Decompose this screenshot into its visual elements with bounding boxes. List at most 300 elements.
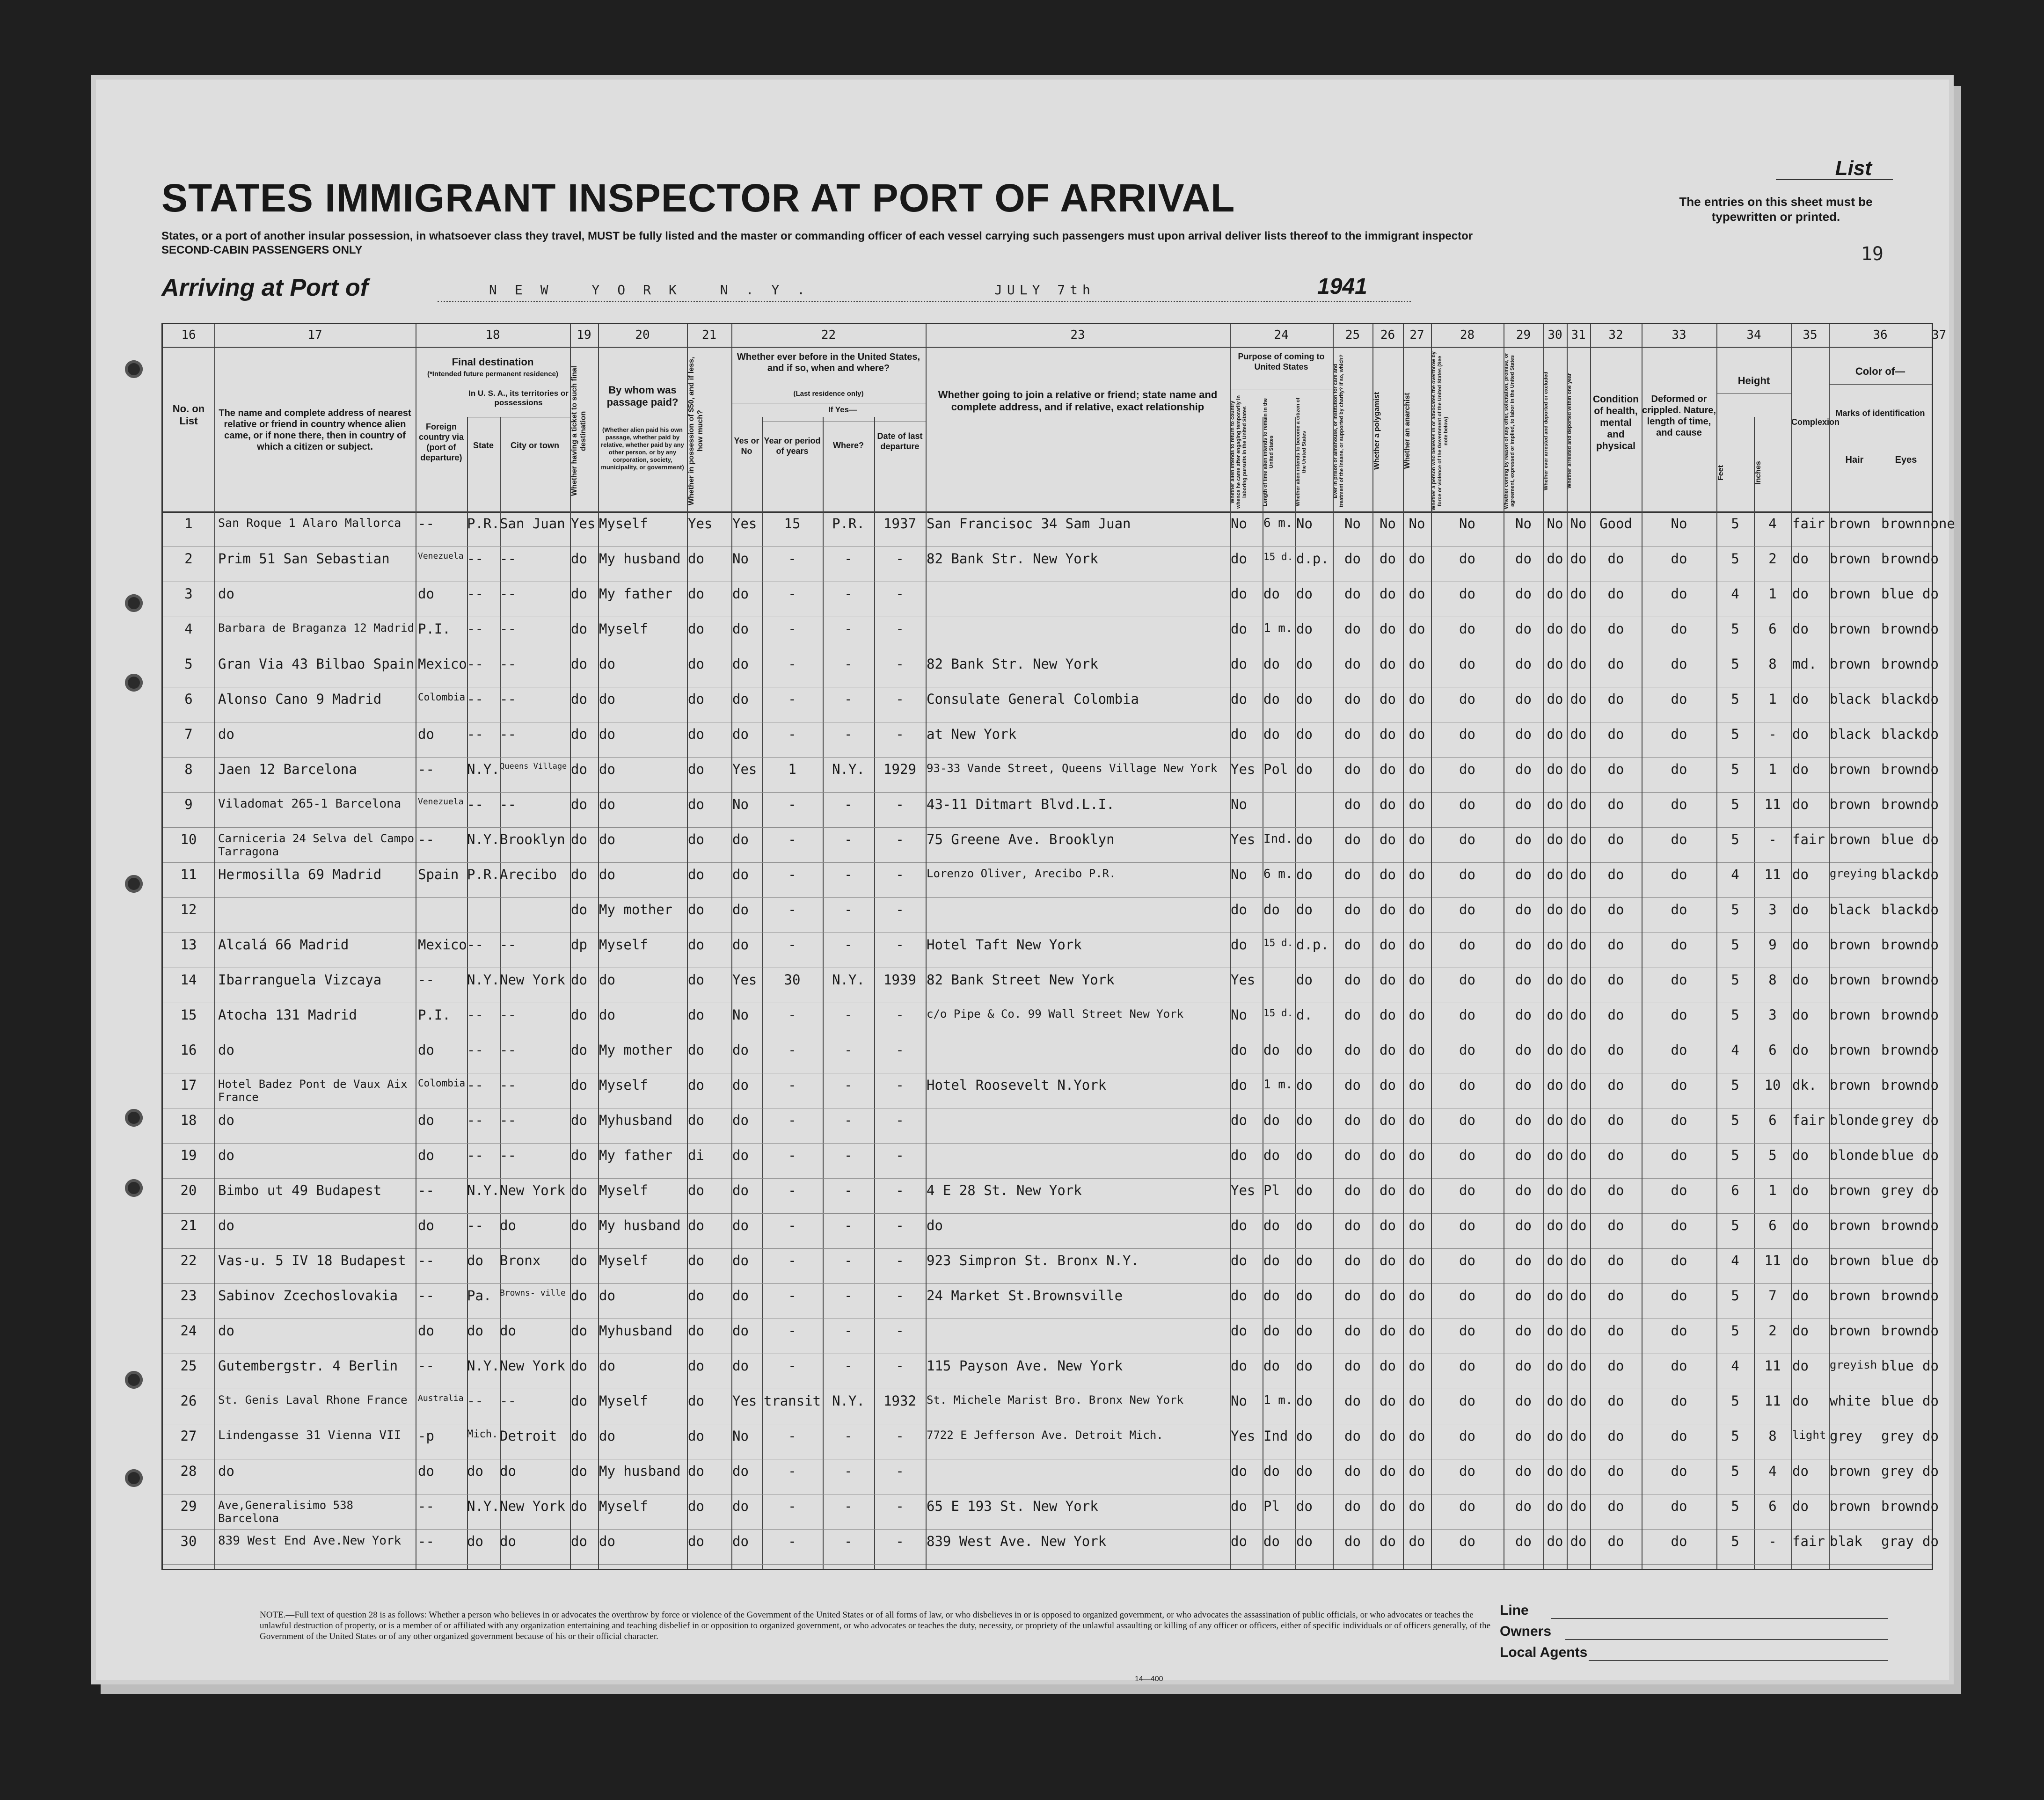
cell-state: N.Y. — [467, 1182, 500, 1198]
cell-prison: do — [1344, 1358, 1361, 1374]
cell-q29: do — [1515, 1042, 1532, 1058]
header-marks: Marks of identification — [1835, 408, 1925, 418]
cell-in: 1 — [1768, 586, 1777, 602]
cell-years: - — [788, 1288, 796, 1304]
cell-q31: do — [1570, 1253, 1587, 1268]
cell-in: 1 — [1768, 761, 1777, 777]
cell-q31: do — [1570, 1147, 1587, 1163]
cell-dep: - — [896, 831, 904, 847]
cell-hair: brown — [1830, 1288, 1871, 1304]
cell-state: -- — [467, 726, 483, 742]
cell-p1: do — [1231, 1463, 1247, 1479]
cell-comp: md. — [1792, 656, 1817, 672]
cell-paid: Myself — [599, 1077, 648, 1093]
cell-state: do — [467, 1463, 483, 1479]
cell-dep: - — [896, 1533, 904, 1549]
cell-q29: do — [1515, 972, 1532, 988]
cell-comp: do — [1792, 621, 1809, 637]
cell-in: 1 — [1768, 691, 1777, 707]
cell-comp: dk. — [1792, 1077, 1817, 1093]
cell-eyes: brown — [1881, 1217, 1922, 1233]
cell-hair: brown — [1830, 516, 1871, 532]
cell-no: 9 — [184, 796, 193, 812]
header-yes-or-no: Yes or No — [734, 436, 759, 456]
cell-poly: do — [1380, 1007, 1396, 1023]
cell-poly: do — [1380, 1112, 1396, 1128]
cell-paid: do — [599, 796, 615, 812]
table-row — [163, 1498, 1939, 1536]
cell-p2: 15 d. — [1263, 551, 1293, 562]
cell-addr: do — [218, 1042, 234, 1058]
cell-dep: - — [896, 726, 904, 742]
cell-years: transit — [763, 1393, 821, 1409]
cell-p3: do — [1296, 1323, 1313, 1339]
cell-eyes: brown — [1881, 1323, 1922, 1339]
cell-addr: do — [218, 1147, 234, 1163]
cell-p3: do — [1296, 1288, 1313, 1304]
cell-deform: do — [1671, 1358, 1687, 1374]
cell-ft: 5 — [1731, 1393, 1739, 1409]
column-number: 16 — [181, 328, 196, 342]
cell-ft: 5 — [1731, 831, 1739, 847]
cell-ft: 4 — [1731, 1042, 1739, 1058]
cell-q31: do — [1570, 1393, 1587, 1409]
cell-fifty: do — [688, 937, 704, 953]
cell-paid: My husband — [599, 1463, 681, 1479]
cell-anar: do — [1409, 972, 1425, 988]
cell-q31: do — [1570, 1428, 1587, 1444]
subtitle — [161, 229, 1659, 257]
cell-paid: do — [599, 656, 615, 672]
cell-p3: do — [1296, 726, 1313, 742]
cell-foreign: do — [418, 1217, 434, 1233]
cell-eyes: brown — [1881, 937, 1922, 953]
cell-comp: fair — [1792, 516, 1825, 532]
cell-ft: 5 — [1731, 621, 1739, 637]
cell-before: do — [732, 1217, 749, 1233]
cell-prison: do — [1344, 621, 1361, 637]
cell-join: 923 Simpron St. Bronx N.Y. — [927, 1253, 1139, 1268]
cell-deform: do — [1671, 586, 1687, 602]
cell-poly: do — [1380, 1393, 1396, 1409]
cell-no: 19 — [180, 1147, 197, 1163]
cell-no: 5 — [184, 656, 193, 672]
cell-years: - — [788, 1077, 796, 1093]
row-rule — [163, 757, 1932, 758]
cell-fifty: do — [688, 621, 704, 637]
header-in-usa: In U. S. A., its territories or possessions — [468, 389, 569, 407]
cell-deform: do — [1671, 1533, 1687, 1549]
cell-anar: do — [1409, 1323, 1425, 1339]
cell-ft: 4 — [1731, 867, 1739, 882]
cell-p3: do — [1296, 621, 1313, 637]
cell-paid: do — [599, 1288, 615, 1304]
cell-fifty: do — [688, 1112, 704, 1128]
cell-eyes: black — [1881, 902, 1922, 918]
cell-p1: No — [1231, 1007, 1247, 1023]
row-rule — [163, 1283, 1932, 1284]
cell-ft: 5 — [1731, 1428, 1739, 1444]
cell-health: do — [1607, 1253, 1624, 1268]
cell-state: -- — [467, 586, 483, 602]
cell-prison: do — [1344, 761, 1361, 777]
cell-ticket: do — [571, 1463, 587, 1479]
cell-no: 10 — [180, 831, 197, 847]
cell-deform: do — [1671, 867, 1687, 882]
cell-before: do — [732, 726, 749, 742]
cell-q31: do — [1570, 1323, 1587, 1339]
cell-join: Hotel Roosevelt N.York — [927, 1077, 1107, 1093]
cell-p2: do — [1263, 1253, 1280, 1268]
cell-addr: Jaen 12 Barcelona — [218, 761, 357, 777]
cell-p3: do — [1296, 1428, 1313, 1444]
cell-q31: do — [1570, 796, 1587, 812]
cell-hair: brown — [1830, 831, 1871, 847]
cell-anar: do — [1409, 1288, 1425, 1304]
cell-state: P.R. — [467, 867, 500, 882]
cell-hair: brown — [1830, 1323, 1871, 1339]
cell-p3: do — [1296, 1217, 1313, 1233]
cell-no: 15 — [180, 1007, 197, 1023]
cell-where: N.Y. — [832, 972, 865, 988]
cell-paid: My husband — [599, 551, 681, 567]
header-before-in-us: Whether ever before in the United States, and if so, when and where? — [737, 352, 920, 373]
cell-years: - — [788, 1217, 796, 1233]
cell-q31: do — [1570, 1358, 1587, 1374]
cell-health: do — [1607, 586, 1624, 602]
cell-poly: do — [1380, 621, 1396, 637]
header-q31: Whether arrested and deported within one year — [1567, 373, 1572, 489]
header-complexion: Complexion — [1791, 417, 1840, 427]
subtitle-line-2: SECOND-CABIN PASSENGERS ONLY — [161, 244, 363, 256]
cell-prison: do — [1344, 1463, 1361, 1479]
cell-marks: do — [1922, 1042, 1939, 1058]
cell-before: do — [732, 1463, 749, 1479]
manifest-table — [161, 323, 1955, 1570]
column-divider — [1403, 324, 1404, 1569]
cell-q29: do — [1515, 1463, 1532, 1479]
cell-q29: do — [1515, 831, 1532, 847]
cell-poly: do — [1380, 1077, 1396, 1093]
cell-dep: - — [896, 1463, 904, 1479]
arrival-dotted-line — [438, 301, 1411, 302]
column-number: 24 — [1274, 328, 1289, 342]
table-row — [163, 796, 1939, 834]
cell-p3: do — [1296, 1253, 1313, 1268]
cell-before: do — [732, 867, 749, 882]
cell-join: 4 E 28 St. New York — [927, 1182, 1082, 1198]
cell-prison: do — [1344, 1007, 1361, 1023]
cell-in: 9 — [1768, 937, 1777, 953]
cell-where: N.Y. — [832, 761, 865, 777]
cell-city: -- — [500, 1042, 516, 1058]
row-rule — [163, 792, 1932, 793]
cell-anar: do — [1409, 867, 1425, 882]
column-number: 27 — [1409, 328, 1424, 342]
cell-p3: do — [1296, 761, 1313, 777]
cell-state: P.R. — [467, 516, 500, 532]
cell-p3: do — [1296, 1077, 1313, 1093]
cell-hair: greying — [1830, 867, 1877, 880]
column-divider — [1716, 324, 1717, 1569]
cell-addr: do — [218, 726, 234, 742]
cell-foreign: -- — [418, 1182, 434, 1198]
cell-q28: do — [1459, 1498, 1475, 1514]
cell-years: - — [788, 1463, 796, 1479]
cell-comp: do — [1792, 1253, 1809, 1268]
header-prison: Ever in prison or almshouse, or institution for care and treatment of the insane, or supported by charity? If so, which? — [1333, 354, 1344, 508]
cell-where: - — [844, 796, 853, 812]
cell-foreign: -- — [418, 1288, 434, 1304]
cell-where: - — [844, 726, 853, 742]
cell-before: No — [732, 796, 749, 812]
cell-q28: do — [1459, 867, 1475, 882]
header-purpose-c: Whether alien intends to become a citizen of the United States — [1295, 397, 1307, 507]
cell-dep: - — [896, 1428, 904, 1444]
column-divider — [1590, 324, 1591, 1569]
row-rule — [163, 1143, 1932, 1144]
cell-hair: greyish — [1830, 1358, 1877, 1371]
cell-join: at New York — [927, 726, 1017, 742]
cell-years: - — [788, 621, 796, 637]
cell-addr: Hermosilla 69 Madrid — [218, 867, 382, 882]
cell-join: Hotel Taft New York — [927, 937, 1082, 953]
cell-paid: do — [599, 1428, 615, 1444]
table-row — [163, 1323, 1939, 1361]
cell-poly: do — [1380, 1498, 1396, 1514]
header-before-note: (Last residence only) — [793, 390, 864, 398]
cell-comp: do — [1792, 902, 1809, 918]
cell-ticket: do — [571, 1112, 587, 1128]
cell-where: - — [844, 831, 853, 847]
column-number: 37 — [1932, 328, 1947, 342]
cell-p1: do — [1231, 1253, 1247, 1268]
column-number: 35 — [1803, 328, 1818, 342]
cell-in: 2 — [1768, 551, 1777, 567]
row-rule — [163, 897, 1932, 898]
cell-fifty: Yes — [688, 516, 713, 532]
cell-hair: brown — [1830, 972, 1871, 988]
column-divider — [570, 324, 571, 1569]
cell-fifty: do — [688, 1323, 704, 1339]
cell-in: - — [1768, 831, 1777, 847]
header-q28: Whether a person who believes in or advocates the overthrow by force or violence of the Government of the United States (See note below) — [1431, 351, 1449, 510]
cell-fifty: do — [688, 1042, 704, 1058]
arriving-label: Arriving at Port of — [161, 274, 369, 301]
cell-q29: do — [1515, 551, 1532, 567]
cell-anar: do — [1409, 586, 1425, 602]
cell-ticket: do — [571, 1323, 587, 1339]
cell-foreign: Colombia — [418, 692, 466, 703]
cell-ft: 4 — [1731, 1253, 1739, 1268]
cell-foreign: Spain — [418, 867, 459, 882]
cell-hair: brown — [1830, 937, 1871, 953]
cell-q30: do — [1547, 586, 1563, 602]
cell-marks: do — [1922, 691, 1939, 707]
cell-q31: No — [1570, 516, 1587, 532]
cell-p2: do — [1263, 691, 1280, 707]
cell-dep: - — [896, 1253, 904, 1268]
cell-where: - — [844, 1463, 853, 1479]
header-final-destination: Final destination — [452, 356, 534, 368]
cell-join: 75 Greene Ave. Brooklyn — [927, 831, 1115, 847]
cell-dep: - — [896, 902, 904, 918]
column-number: 34 — [1746, 328, 1761, 342]
cell-q30: do — [1547, 1182, 1563, 1198]
cell-before: do — [732, 1358, 749, 1374]
cell-ft: 5 — [1731, 1533, 1739, 1549]
header-polygamist: Whether a polygamist — [1373, 392, 1381, 470]
cell-state: -- — [467, 1112, 483, 1128]
cell-marks: do — [1922, 1323, 1939, 1339]
cell-city: do — [500, 1463, 516, 1479]
cell-eyes: black — [1881, 691, 1922, 707]
cell-q29: do — [1515, 1533, 1532, 1549]
sub-column-divider — [823, 417, 824, 511]
cell-health: do — [1607, 1428, 1624, 1444]
column-number: 25 — [1345, 328, 1360, 342]
table-row — [163, 1112, 1939, 1150]
cell-marks: do — [1922, 621, 1939, 637]
column-divider — [1333, 324, 1334, 1569]
cell-q31: do — [1570, 726, 1587, 742]
cell-no: 27 — [180, 1428, 197, 1444]
cell-q28: do — [1459, 1147, 1475, 1163]
cell-state: N.Y. — [467, 761, 500, 777]
cell-p2: 6 m. — [1263, 516, 1293, 530]
column-number: 19 — [577, 328, 591, 342]
cell-comp: do — [1792, 867, 1809, 882]
cell-comp: do — [1792, 761, 1809, 777]
cell-eyes: blue — [1881, 1358, 1914, 1374]
cell-fifty: do — [688, 1463, 704, 1479]
cell-eyes: grey — [1881, 1428, 1914, 1444]
cell-poly: do — [1380, 726, 1396, 742]
cell-prison: do — [1344, 972, 1361, 988]
cell-q29: do — [1515, 761, 1532, 777]
cell-anar: do — [1409, 1393, 1425, 1409]
cell-q29: do — [1515, 1182, 1532, 1198]
cell-where: - — [844, 1533, 853, 1549]
cell-prison: do — [1344, 937, 1361, 953]
cell-in: 11 — [1764, 867, 1781, 882]
cell-hair: grey — [1830, 1428, 1862, 1444]
cell-join: 93-33 Vande Street, Queens Village New York — [927, 762, 1218, 775]
cell-fifty: do — [688, 972, 704, 988]
cell-poly: do — [1380, 691, 1396, 707]
cell-ticket: do — [571, 1182, 587, 1198]
cell-prison: do — [1344, 902, 1361, 918]
cell-poly: do — [1380, 1463, 1396, 1479]
table-row — [163, 1358, 1939, 1396]
cell-p1: do — [1231, 1323, 1247, 1339]
cell-marks: do — [1922, 656, 1939, 672]
cell-prison: do — [1344, 1217, 1361, 1233]
column-number: 28 — [1460, 328, 1475, 342]
cell-health: do — [1607, 1463, 1624, 1479]
cell-prison: do — [1344, 1533, 1361, 1549]
cell-comp: fair — [1792, 1112, 1825, 1128]
cell-where: - — [844, 1077, 853, 1093]
cell-fifty: do — [688, 1498, 704, 1514]
cell-fifty: do — [688, 761, 704, 777]
cell-paid: Myhusband — [599, 1112, 673, 1128]
cell-ticket: do — [571, 551, 587, 567]
cell-ticket: do — [571, 691, 587, 707]
cell-hair: brown — [1830, 551, 1871, 567]
row-rule — [163, 1564, 1932, 1565]
cell-city: New York — [500, 1498, 565, 1514]
cell-ft: 5 — [1731, 1147, 1739, 1163]
entries-note: The entries on this sheet must be typewritten or printed. — [1679, 195, 1873, 224]
cell-where: - — [844, 1042, 853, 1058]
footer-note: NOTE.—Full text of question 28 is as follows: Whether a person who believes in or advocates the overthrow by force or violence of the Government of the United States or of all forms of law, or who disbelieves in or is opposed to organized government, or who advocates the assassination of public officials, or who advocates or teaches the unlawful destruction of property, or is a member of or affiliated with any organization entertaining and teaching disbelief in or opposition to organized government, or who advocates or teaches the duty, necessity, or propriety of the unlawful assaulting or killing of any officer or officers, either of specific individuals or of officers generally, of the Government of the United States or of any other organized government because of his or their official character. — [260, 1610, 1491, 1641]
header-passage-note: (Whether alien paid his own passage, whether paid by relative, whether paid by any other person, or by any corporation, society, municipality, or government) — [601, 426, 684, 471]
table-row — [163, 551, 1939, 589]
cell-years: - — [788, 551, 796, 567]
cell-q30: do — [1547, 1288, 1563, 1304]
cell-poly: do — [1380, 902, 1396, 918]
cell-city: -- — [500, 796, 516, 812]
cell-q28: do — [1459, 1007, 1475, 1023]
cell-p3: do — [1296, 902, 1313, 918]
cell-in: 2 — [1768, 1323, 1777, 1339]
cell-q29: do — [1515, 621, 1532, 637]
cell-poly: do — [1380, 586, 1396, 602]
cell-join: Lorenzo Oliver, Arecibo P.R. — [927, 867, 1116, 880]
cell-city: -- — [500, 1147, 516, 1163]
cell-q30: do — [1547, 1358, 1563, 1374]
cell-foreign: do — [418, 1147, 434, 1163]
cell-deform: do — [1671, 1042, 1687, 1058]
cell-p1: Yes — [1231, 1182, 1256, 1198]
cell-p3: d. — [1296, 1007, 1313, 1023]
cell-marks: do — [1922, 1007, 1939, 1023]
header-purpose: Purpose of coming to United States — [1238, 352, 1325, 372]
cell-hair: blonde — [1830, 1147, 1879, 1163]
cell-poly: do — [1380, 1323, 1396, 1339]
cell-q30: do — [1547, 1498, 1563, 1514]
cell-health: do — [1607, 1147, 1624, 1163]
cell-ticket: do — [571, 1077, 587, 1093]
column-number: 21 — [701, 328, 717, 342]
cell-paid: Myself — [599, 1253, 648, 1268]
cell-p1: Yes — [1231, 972, 1256, 988]
header-year-or-period: Year or period of years — [764, 436, 821, 456]
cell-q29: do — [1515, 1007, 1532, 1023]
cell-p3: do — [1296, 1393, 1313, 1409]
cell-ft: 4 — [1731, 1358, 1739, 1374]
cell-foreign: -- — [418, 1253, 434, 1268]
cell-hair: black — [1830, 726, 1871, 742]
cell-city: Bronx — [500, 1253, 541, 1268]
header-hair: Hair — [1845, 455, 1864, 465]
cell-health: do — [1607, 1112, 1624, 1128]
cell-p1: do — [1231, 1112, 1247, 1128]
cell-city: New York — [500, 972, 565, 988]
cell-p1: do — [1231, 656, 1247, 672]
cell-anar: do — [1409, 1358, 1425, 1374]
cell-in: 6 — [1768, 1112, 1777, 1128]
cell-q30: do — [1547, 691, 1563, 707]
cell-state: do — [467, 1253, 483, 1268]
cell-hair: brown — [1830, 1007, 1871, 1023]
cell-q29: do — [1515, 1112, 1532, 1128]
cell-p2: Ind — [1263, 1428, 1288, 1444]
cell-anar: do — [1409, 1463, 1425, 1479]
cell-q30: do — [1547, 796, 1563, 812]
cell-ticket: do — [571, 1498, 587, 1514]
